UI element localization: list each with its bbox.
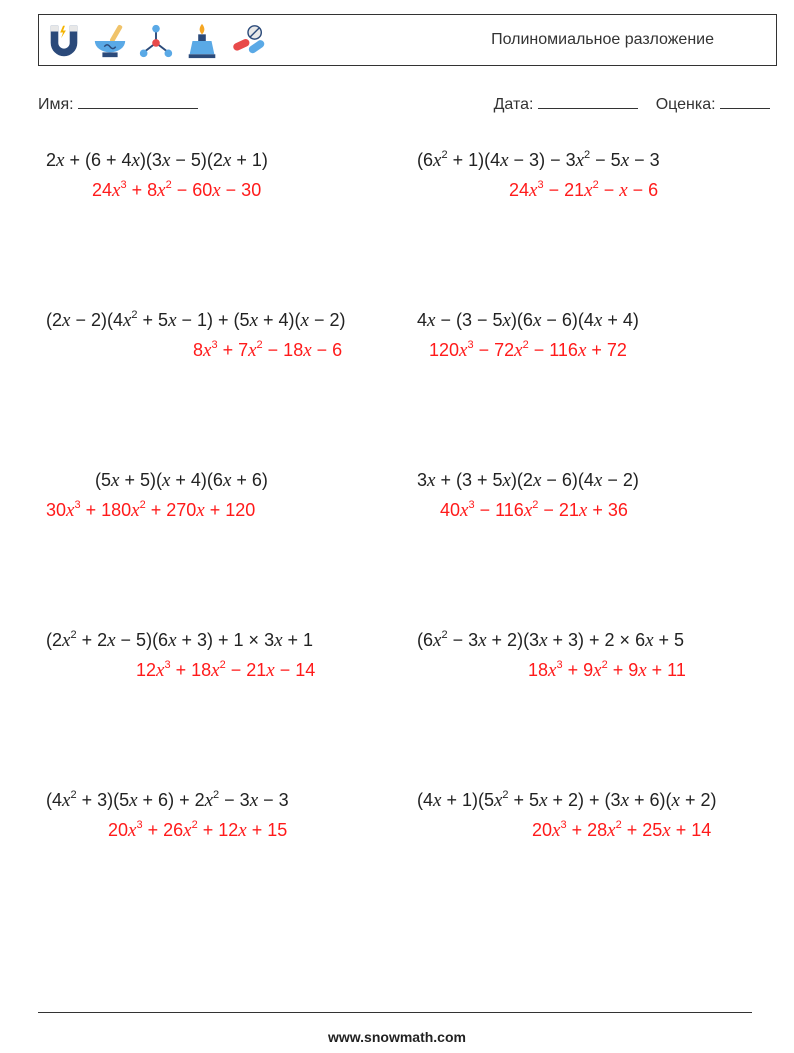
problem-10 [417, 790, 757, 842]
mortar-pestle-icon [91, 21, 129, 61]
problem-3 [46, 310, 386, 362]
name-label: Имя: [38, 96, 74, 113]
problem-expression: 4x − (3 − 5x)(6x − 6)(4x + 4) [417, 310, 639, 331]
problem-8 [417, 630, 757, 682]
name-field [38, 94, 198, 114]
problem-expression: $(6x^2 + 1)(4x - 3) - 3x^2 - 5x - 3$ [417, 149, 660, 171]
date-blank[interactable] [538, 94, 638, 109]
problem-answer: $30x^3 + 180x^2 + 270x + 120$ [46, 499, 256, 521]
problem-expression: (5x + 5)(x + 4)(6x + 6) [95, 470, 268, 491]
worksheet-header [38, 14, 777, 66]
date-grade-field [494, 94, 770, 114]
problem-answer: $8x^3 + 7x^2 - 18x - 6$ [193, 339, 343, 361]
molecule-icon [137, 21, 175, 61]
magnet-icon [45, 21, 83, 61]
problem-answer: $20x^3 + 26x^2 + 12x + 15$ [108, 819, 288, 841]
problem-answer: $120x^3 - 72x^2 - 116x + 72$ [429, 339, 627, 361]
grade-label: Оценка: [655, 96, 716, 113]
problem-6 [417, 470, 757, 522]
problem-answer: $12x^3 + 18x^2 - 21x - 14$ [136, 659, 316, 681]
problem-1 [46, 150, 386, 202]
pills-icon [229, 21, 267, 61]
problem-answer: $24x^3 + 8x^2 - 60x - 30$ [92, 179, 262, 201]
problem-9 [46, 790, 386, 842]
problem-answer: $24x^3 - 21x^2 - x - 6$ [509, 179, 659, 201]
footer-divider [38, 1012, 752, 1013]
problem-expression: $(4x^2 + 3)(5x + 6) + 2x^2 - 3x - 3$ [46, 789, 289, 811]
problem-7 [46, 630, 386, 682]
worksheet-title: Полиномиальное разложение [491, 31, 714, 48]
problem-expression: $(4x + 1)(5x^2 + 5x + 2) + (3x + 6)(x + 2)$ [417, 789, 717, 811]
bunsen-burner-icon [183, 21, 221, 61]
problem-expression: $(6x^2 - 3x + 2)(3x + 3) + 2 \times 6x + 5$ [417, 629, 685, 651]
problem-expression: 3x + (3 + 5x)(2x − 6)(4x − 2) [417, 470, 639, 491]
problem-expression: $(2x - 2)(4x^2 + 5x - 1) + (5x + 4)(x - 2)$ [46, 309, 346, 331]
problem-2 [417, 150, 757, 202]
problem-5 [46, 470, 386, 522]
footer-url[interactable]: www.snowmath.com [328, 1029, 466, 1045]
name-blank[interactable] [78, 94, 198, 109]
problem-answer: $40x^3 - 116x^2 - 21x + 36$ [440, 499, 628, 521]
problem-4 [417, 310, 757, 362]
header-icons [45, 19, 267, 63]
date-label: Дата: [493, 96, 534, 113]
problem-answer: $20x^3 + 28x^2 + 25x + 14$ [532, 819, 712, 841]
problem-expression: 2x + (6 + 4x)(3x − 5)(2x + 1) [46, 150, 268, 171]
grade-blank[interactable] [720, 94, 770, 109]
problem-expression: $(2x^2 + 2x - 5)(6x + 3) + 1 \times 3x + 1$ [46, 629, 314, 651]
problem-answer: $18x^3 + 9x^2 + 9x + 11$ [528, 659, 686, 681]
